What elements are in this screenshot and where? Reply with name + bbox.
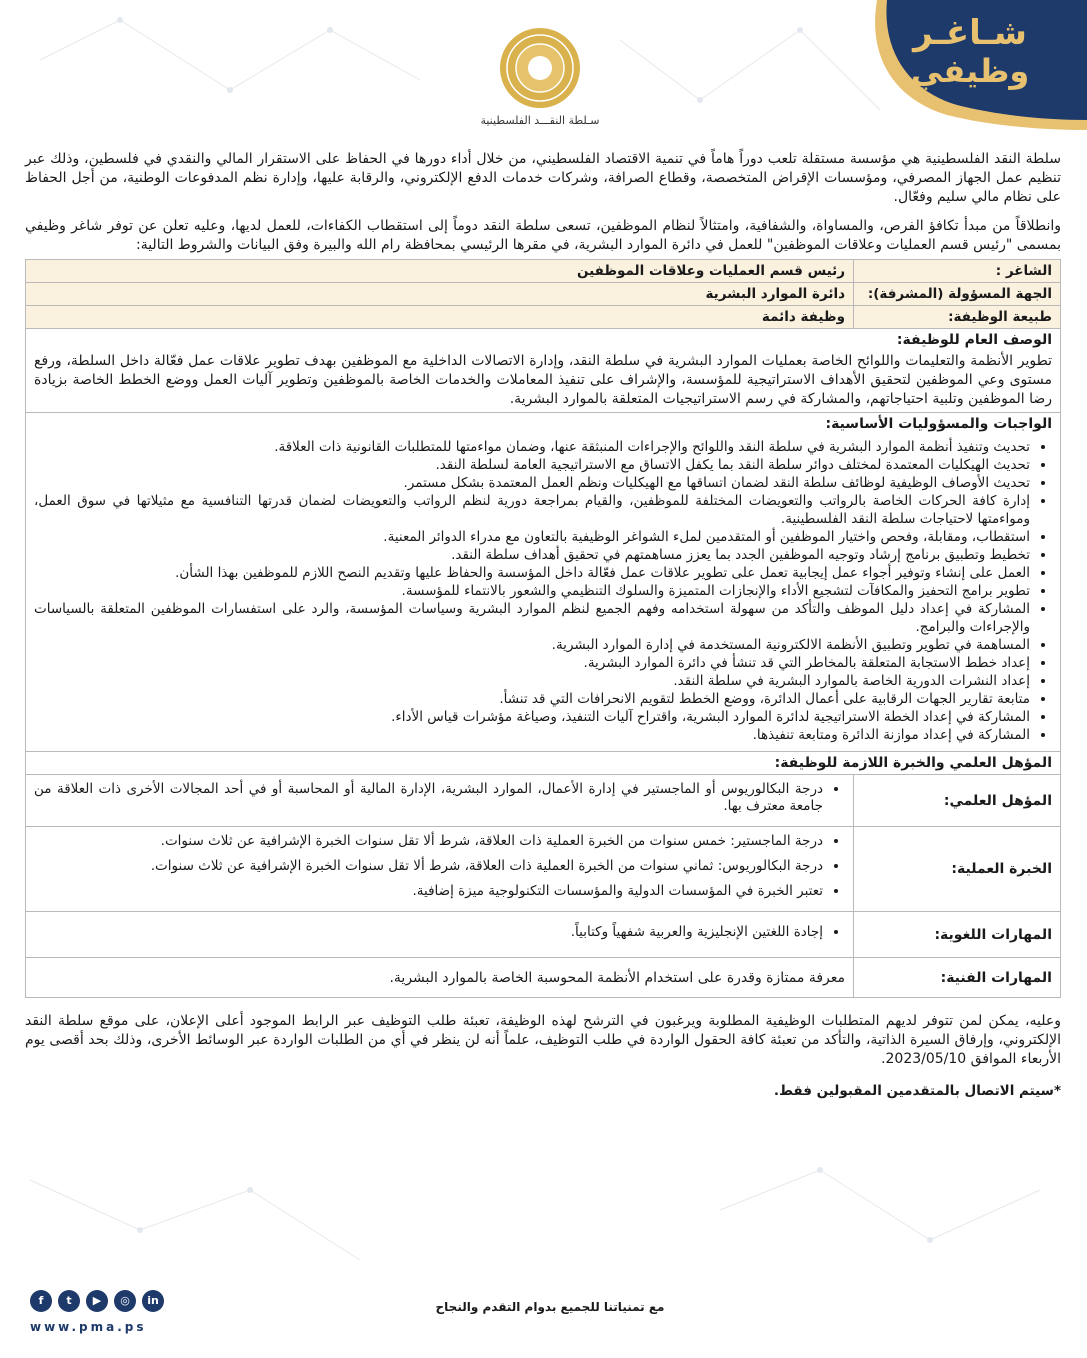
duty-item: • المساهمة في تطوير وتطبيق الأنظمة الالكترونية المستخدمة في إدارة الموارد البشرية. [34, 636, 1030, 654]
job-row-title [26, 260, 1061, 283]
duty-item: • المشاركة في إعداد موازنة الدائرة ومتابعة تنفيذها. [34, 726, 1030, 744]
language-label: المهارات اللغوية: [854, 912, 1061, 958]
technical-label: المهارات الفنية: [854, 958, 1061, 998]
pma-logo [498, 26, 582, 110]
youtube-icon[interactable]: ▶ [86, 1290, 108, 1312]
job-row-type [26, 306, 1061, 329]
facebook-icon[interactable]: f [30, 1290, 52, 1312]
vacancy-title [895, 14, 1045, 90]
duty-item: • المشاركة في إعداد الخطة الاستراتيجية لدائرة الموارد البشرية، واقتراح آليات التنفيذ، وصياغة مؤشرات قياس الأداء. [34, 708, 1030, 726]
technical-text: معرفة ممتازة وقدرة على استخدام الأنظمة المحوسبة الخاصة بالموارد البشرية. [26, 958, 854, 998]
qualification-item: • درجة البكالوريوس أو الماجستير في إدارة الأعمال، الموارد البشرية، الإدارة المالية أو المحاسبة أو في أحد المجالات الأخرى ذات العلاقة من جامعة معترف بها. [34, 781, 823, 815]
experience-list [34, 833, 845, 900]
language-list [34, 924, 845, 941]
job-type-value: وظيفة دائمة [26, 306, 854, 329]
experience-row [26, 827, 1061, 912]
vacancy-title-line2: وظيفي [910, 52, 1030, 90]
description-title: الوصف العام للوظيفة: [896, 332, 1052, 348]
duty-item: • إدارة كافة الحركات الخاصة بالرواتب والتعويضات المختلفة للموظفين، والقيام بمراجعة دورية لنظم الرواتب والتعويضات لضمان قدرتها التنافسية مع مثيلاتها في سوق العمل، ومواءمتها لاحتياجات سلطة النقد الفلسطينية. [34, 492, 1030, 528]
duties-title: الواجبات والمسؤوليات الأساسية: [825, 416, 1052, 432]
contact-note: *سيتم الاتصال بالمتقدمين المقبولين فقط. [773, 1083, 1061, 1099]
requirements-title-row [26, 752, 1061, 775]
technical-row [26, 958, 1061, 998]
language-item: • إجادة اللغتين الإنجليزية والعربية شفهياً وكتابياً. [34, 924, 823, 941]
duty-item: • تحديث الهيكليات المعتمدة لمختلف دوائر سلطة النقد بما يكفل الاتساق مع الاستراتيجية العامة لسلطة النقد. [34, 456, 1030, 474]
duty-item: • إعداد النشرات الدورية الخاصة بالموارد البشرية في سلطة النقد. [34, 672, 1030, 690]
duties-row [26, 413, 1061, 752]
duty-item: • متابعة تقارير الجهات الرقابية على أعمال الدائرة، ووضع الخطط لتقويم الانحرافات التي قد تنشأ. [34, 690, 1030, 708]
instagram-icon[interactable]: ◎ [114, 1290, 136, 1312]
announcement-content [25, 150, 1061, 1099]
duty-item: • تخطيط وتطبيق برنامج إرشاد وتوجيه الموظفين الجدد بما يعزز مساهمتهم في تحقيق أهداف سلطة النقد. [34, 546, 1030, 564]
twitter-icon[interactable]: t [58, 1290, 80, 1312]
duty-item: • المشاركة في إعداد دليل الموظف والتأكد من سهولة استخدامه وفهم الجميع لنظم الموارد البشرية وسياسات المؤسسة، والرد على استفسارات الموظفين المتعلقة بالسياسات والإجراءات والبرامج. [34, 600, 1030, 636]
duty-item: • تحديث وتنفيذ أنظمة الموارد البشرية في سلطة النقد واللوائح والإجراءات المنبثقة عنها، وضمان مواءمتها للمتطلبات القانونية ذات العلاقة. [34, 438, 1030, 456]
job-type-label: طبيعة الوظيفة: [854, 306, 1061, 329]
experience-item: • تعتبر الخبرة في المؤسسات الدولية والمؤسسات التكنولوجية ميزة إضافية. [34, 883, 823, 900]
department-label: الجهة المسؤولة (المشرفة): [854, 283, 1061, 306]
department-value: دائرة الموارد البشرية [26, 283, 854, 306]
experience-item: • درجة البكالوريوس: ثماني سنوات من الخبرة العملية ذات العلاقة، شرط ألا تقل سنوات الخبرة الإشرافية عن ثلاث سنوات. [34, 858, 823, 875]
job-description-row [26, 329, 1061, 413]
job-row-department [26, 283, 1061, 306]
duty-item: • تحديث الأوصاف الوظيفية لوظائف سلطة النقد لضمان اتساقها مع الهيكليات ونظم العمل المعتمدة بشكل مستمر. [34, 474, 1030, 492]
duty-item: • تطوير برامج التحفيز والمكافآت لتشجيع الأداء والإنجازات المتميزة والسلوك التنظيمي والشعور بالانتماء للمؤسسة. [34, 582, 1030, 600]
duty-item: • العمل على إنشاء وتوفير أجواء عمل إيجابية تعمل على تطوير علاقات عمل فعّالة داخل المؤسسة والحفاظ عليها وتقديم النصح اللازم للموظفين بهذا الشأن. [34, 564, 1030, 582]
job-details-table [25, 259, 1061, 998]
qualification-row [26, 775, 1061, 827]
qualification-list [34, 781, 845, 815]
duty-item: • استقطاب، ومقابلة، وفحص واختيار الموظفين أو المتقدمين لملء الشواغر الوظيفية بالتعاون مع مدراء الدوائر المعنية. [34, 528, 1030, 546]
linkedin-icon[interactable]: in [142, 1290, 164, 1312]
social-icons [30, 1290, 164, 1314]
job-title-value: رئيس قسم العمليات وعلاقات الموظفين [26, 260, 854, 283]
language-row [26, 912, 1061, 958]
logo-caption: سـلطة النقـــد الفلسطينية [480, 114, 600, 127]
duty-item: • إعداد خطط الاستجابة المتعلقة بالمخاطر التي قد تنشأ في دائرة الموارد البشرية. [34, 654, 1030, 672]
job-title-label: الشاغر : [854, 260, 1061, 283]
application-paragraph: وعليه، يمكن لمن تتوفر لديهم المتطلبات الوظيفية المطلوبة ويرغبون في الترشح لهذه الوظيفة، تعبئة طلب التوظيف عبر الرابط الموجود أعلى الإعلان، على موقع سلطة النقد الإلكتروني، وإرفاق السيرة الذاتية، والتأكد من تعبئة كافة الحقول الواردة في طلب التوظيف، علماً أنه لن ينظر في أي من الطلبات الواردة عبر الوسائط الأخرى، وذلك بحد أقصى يوم الأربعاء الموافق 2023/05/10. [25, 1013, 1061, 1067]
intro-paragraph-1: سلطة النقد الفلسطينية هي مؤسسة مستقلة تلعب دوراً هاماً في تنمية الاقتصاد الفلسطيني، من خلال أداء دورها في الحفاظ على الاستقرار المالي والنقدي في فلسطين، وذلك عبر تنظيم عمل الجهاز المصرفي، ومؤسسات الإقراض المتخصصة، وقطاع الصرافة، وشركات خدمات الدفع الإلكتروني، والرقابة عليها، وإدارة نظم المدفوعات الوطنية، من أجل الحفاظ على نظام مالي سليم وفعّال. [25, 151, 1061, 205]
qualification-label: المؤهل العلمي: [854, 775, 1061, 827]
intro-paragraph-2: وانطلاقاً من مبدأ تكافؤ الفرص، والمساواة، والشفافية، وامتثالاً لنظام الموظفين، تسعى سلطة النقد دوماً إلى استقطاب الكفاءات، للعمل لديها، وعليه تعلن عن توفر شاغر وظيفي بمسمى "رئيس قسم العمليات وعلاقات الموظفين" للعمل في دائرة الموارد البشرية، في مقرها الرئيسي بمحافظة رام الله والبيرة وفق البيانات والشروط التالية: [25, 218, 1061, 253]
closing-line: مع تمنياتنا للجميع بدوام التقدم والنجاح [435, 1300, 665, 1314]
requirements-title: المؤهل العلمي والخبرة اللازمة للوظيفة: [26, 752, 1061, 775]
experience-label: الخبرة العملية: [854, 827, 1061, 912]
experience-item: • درجة الماجستير: خمس سنوات من الخبرة العملية ذات العلاقة، شرط ألا تقل سنوات الخبرة الإشرافية عن ثلاث سنوات. [34, 833, 823, 850]
website-link[interactable]: www.pma.ps [30, 1320, 147, 1334]
vacancy-title-line1: شـاغـر [913, 13, 1027, 53]
description-text: تطوير الأنظمة والتعليمات واللوائح الخاصة بعمليات الموارد البشرية في سلطة النقد، وإدارة الاتصالات الداخلية مع الموظفين بهدف تطوير علاقات عمل فعّالة داخل السلطة، ورفع مستوى وعي الموظفين لتحقيق الأهداف الاستراتيجية للمؤسسة، والإشراف على تنفيذ المعاملات والخدمات الخاصة بالموظفين وتطوير آليات العمل ووضع الخطط الخاصة بزيادة رضا الموظفين وتلبية احتياجاتهم، والمشاركة في رسم الاستراتيجيات المتعلقة بالموارد البشرية. [34, 353, 1052, 407]
duties-list [34, 438, 1052, 744]
